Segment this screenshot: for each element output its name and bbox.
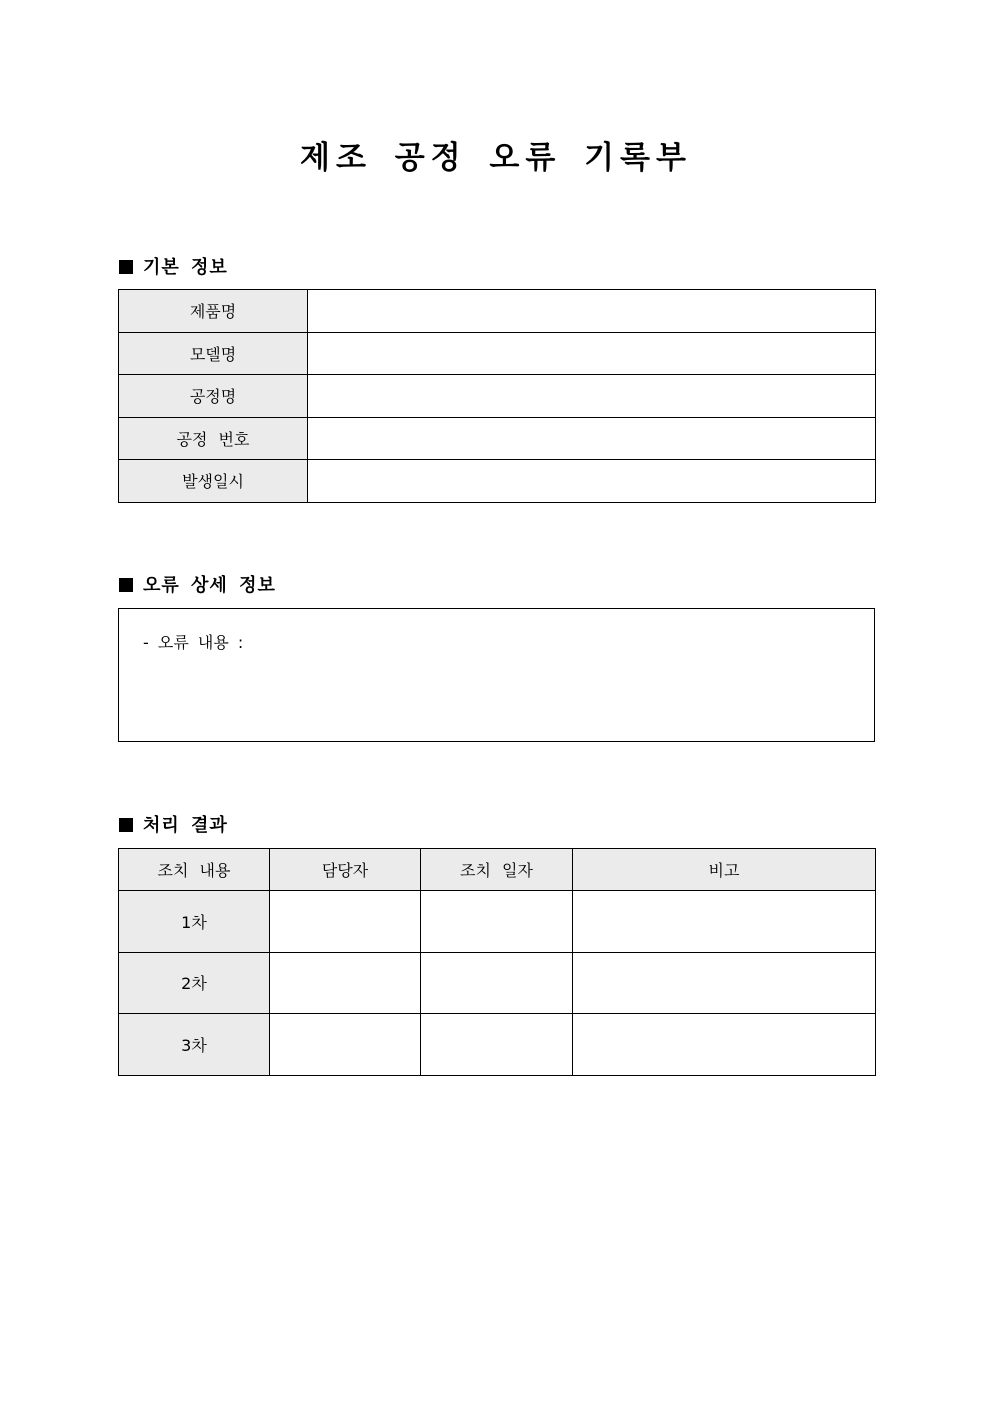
error-detail-box[interactable]: [118, 608, 875, 742]
note-cell[interactable]: [573, 1014, 876, 1076]
date-cell[interactable]: [421, 1014, 573, 1076]
process-name-field[interactable]: [308, 375, 876, 418]
table-row: [119, 952, 876, 1014]
process-number-field[interactable]: [308, 417, 876, 460]
table-row: [119, 290, 876, 333]
square-bullet-icon: [119, 578, 133, 592]
error-detail-heading-label: 오류 상세 정보: [143, 575, 276, 596]
basic-info-heading-label: 기본 정보: [143, 257, 228, 278]
error-detail-heading: [119, 571, 276, 597]
column-header-action: 조치 내용: [119, 849, 270, 891]
model-name-label: 모델명: [119, 332, 308, 375]
table-row: [119, 332, 876, 375]
square-bullet-icon: [119, 260, 133, 274]
date-cell[interactable]: [421, 952, 573, 1014]
step-label: 3차: [119, 1014, 270, 1076]
process-name-label: 공정명: [119, 375, 308, 418]
column-header-owner: 담당자: [270, 849, 421, 891]
square-bullet-icon: [119, 818, 133, 832]
step-label: 2차: [119, 952, 270, 1014]
page-title: 제조 공정 오류 기록부: [300, 140, 692, 176]
product-name-field[interactable]: [308, 290, 876, 333]
result-table: [118, 848, 876, 1076]
table-row: [119, 460, 876, 503]
step-label: 1차: [119, 891, 270, 953]
owner-cell[interactable]: [270, 1014, 421, 1076]
table-row: [119, 417, 876, 460]
occurrence-datetime-field[interactable]: [308, 460, 876, 503]
product-name-label: 제품명: [119, 290, 308, 333]
table-row: [119, 1014, 876, 1076]
note-cell[interactable]: [573, 952, 876, 1014]
table-header-row: [119, 849, 876, 891]
basic-info-heading: [119, 253, 228, 279]
column-header-date: 조치 일자: [421, 849, 573, 891]
table-row: [119, 891, 876, 953]
date-cell[interactable]: [421, 891, 573, 953]
error-content-label: - 오류 내용 :: [143, 633, 244, 652]
result-heading: [119, 811, 228, 837]
note-cell[interactable]: [573, 891, 876, 953]
model-name-field[interactable]: [308, 332, 876, 375]
column-header-note: 비고: [573, 849, 876, 891]
result-heading-label: 처리 결과: [143, 815, 228, 836]
owner-cell[interactable]: [270, 891, 421, 953]
owner-cell[interactable]: [270, 952, 421, 1014]
table-row: [119, 375, 876, 418]
basic-info-table: [118, 289, 876, 503]
process-number-label: 공정 번호: [119, 417, 308, 460]
occurrence-datetime-label: 발생일시: [119, 460, 308, 503]
